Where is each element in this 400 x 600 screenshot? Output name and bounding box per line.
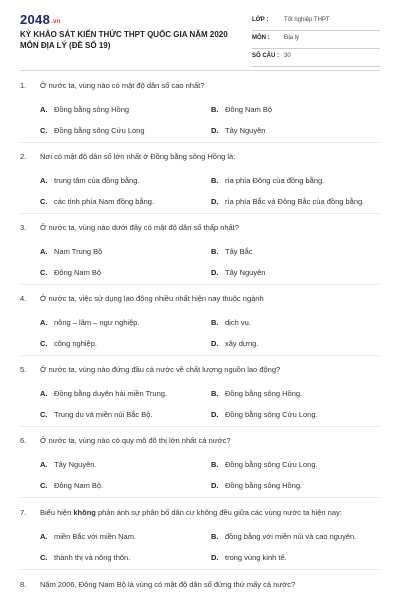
meta-label-subject: MÔN : (252, 35, 270, 41)
option-letter: A. (40, 105, 48, 114)
option-letter: C. (40, 339, 48, 348)
question-6 (20, 436, 380, 490)
meta-row-subject (252, 32, 380, 49)
question-2-option-c[interactable] (40, 197, 154, 206)
option-text: Tây Nguyên (225, 126, 266, 135)
question-7-stem (20, 508, 380, 520)
question-8-stem (20, 580, 380, 592)
question-divider (20, 142, 380, 143)
logo-main: 2048 (20, 12, 51, 27)
meta-row-class (252, 14, 380, 31)
option-letter: A. (40, 318, 48, 327)
question-divider (20, 497, 380, 498)
question-6-option-a[interactable] (40, 460, 97, 469)
question-4-option-a[interactable] (40, 318, 140, 327)
option-text: các tỉnh phía Nam đồng bằng. (54, 197, 155, 206)
option-letter: C. (40, 410, 48, 419)
option-letter: B. (211, 389, 219, 398)
meta-value-subject: Địa lý (284, 35, 300, 41)
question-4-option-b[interactable] (211, 318, 251, 327)
question-6-option-c[interactable] (40, 481, 103, 490)
question-2-option-d[interactable] (211, 197, 364, 206)
option-letter: D. (211, 481, 219, 490)
question-number: 6. (20, 436, 27, 445)
option-text: trung tâm của đồng bằng. (54, 176, 140, 185)
question-text: Ở nước ta, vùng nào dưới đây có mật độ dân số thấp nhất? (40, 223, 239, 232)
site-logo[interactable] (20, 12, 61, 27)
option-text: nông – lâm – ngư nghiệp. (54, 318, 140, 327)
question-6-option-d[interactable] (211, 481, 302, 490)
question-1 (20, 81, 380, 135)
question-4-option-c[interactable] (40, 339, 97, 348)
option-text: Tây Nguyên (225, 268, 266, 277)
option-text: dịch vụ. (225, 318, 251, 327)
option-letter: D. (211, 197, 219, 206)
option-text: Đông Nam Bộ (54, 268, 102, 277)
exam-title (20, 29, 240, 51)
question-number: 4. (20, 294, 27, 303)
question-1-stem (20, 81, 380, 93)
question-text-before: Biểu hiện (40, 508, 74, 517)
option-letter: C. (40, 553, 48, 562)
option-text: Trung du và miền núi Bắc Bộ. (54, 410, 153, 419)
question-number: 5. (20, 365, 27, 374)
question-3-option-b[interactable] (211, 247, 253, 256)
question-6-stem (20, 436, 380, 448)
question-divider (20, 213, 380, 214)
question-5-option-a[interactable] (40, 389, 167, 398)
option-text: Nam Trung Bộ (54, 247, 103, 256)
question-7-option-a[interactable] (40, 532, 136, 541)
option-letter: A. (40, 247, 48, 256)
question-8 (20, 580, 380, 592)
question-divider (20, 426, 380, 427)
question-number: 1. (20, 81, 27, 90)
question-divider (20, 284, 380, 285)
option-letter: A. (40, 460, 48, 469)
exam-meta (252, 14, 380, 68)
option-text: miền Bắc với miền Nam. (54, 532, 137, 541)
option-text: đồng bằng với miền núi và cao nguyên. (225, 532, 357, 541)
question-2-stem (20, 152, 380, 164)
question-text: Ở nước ta, vùng nào có quy mô đô thị lớn nhất cả nước? (40, 436, 231, 445)
option-letter: B. (211, 460, 219, 469)
option-letter: B. (211, 176, 219, 185)
option-text: Đồng bằng sông Cửu Long (54, 126, 145, 135)
option-letter: A. (40, 389, 48, 398)
meta-label-count: SỐ CÂU : (252, 53, 279, 59)
question-2 (20, 152, 380, 206)
question-5-option-c[interactable] (40, 410, 153, 419)
option-text: xây dựng. (225, 339, 259, 348)
option-letter: B. (211, 318, 219, 327)
option-text: Đồng bằng duyên hải miền Trung. (54, 389, 167, 398)
logo-suffix: .vn (51, 19, 61, 25)
question-5-stem (20, 365, 380, 377)
question-number: 3. (20, 223, 27, 232)
question-5 (20, 365, 380, 419)
question-divider (20, 569, 380, 570)
option-text: Đồng bằng sông Cửu Long. (225, 460, 318, 469)
option-text: Tây Nguyên. (54, 460, 97, 469)
question-text: Ở nước ta, vùng nào đứng đầu cả nước về chất lượng nguồn lao động? (40, 365, 281, 374)
question-5-option-b[interactable] (211, 389, 302, 398)
header-divider (20, 70, 380, 71)
option-text: Đồng bằng sông Cửu Long. (225, 410, 318, 419)
question-text: Năm 2006, Đông Nam Bộ là vùng có mật độ dân số đứng thứ mấy cả nước? (40, 580, 296, 589)
question-3-option-c[interactable] (40, 268, 101, 277)
option-text: Đông Nam Bộ. (54, 481, 104, 490)
question-6-option-b[interactable] (211, 460, 318, 469)
meta-label-class: LỚP : (252, 17, 269, 23)
question-number: 8. (20, 580, 27, 589)
question-text (40, 508, 342, 517)
question-4-stem (20, 294, 380, 306)
option-letter: D. (211, 126, 219, 135)
question-divider (20, 355, 380, 356)
exam-title-line1: KỲ KHẢO SÁT KIẾN THỨC THPT QUỐC GIA NĂM 2020 (20, 30, 228, 39)
option-text: Đồng bằng sông Hồng (54, 105, 130, 114)
option-letter: B. (211, 247, 219, 256)
question-7-option-b[interactable] (211, 532, 356, 541)
question-3-option-d[interactable] (211, 268, 265, 277)
question-1-option-c[interactable] (40, 126, 145, 135)
question-1-option-a[interactable] (40, 105, 129, 114)
question-4 (20, 294, 380, 348)
question-7 (20, 508, 380, 562)
question-4-option-d[interactable] (211, 339, 258, 348)
question-5-option-d[interactable] (211, 410, 318, 419)
question-text-after: phản ánh sự phân bố dân cư không đều giữa các vùng nước ta hiện nay: (95, 508, 342, 517)
option-letter: D. (211, 339, 219, 348)
option-letter: A. (40, 176, 48, 185)
meta-row-count (252, 50, 380, 67)
question-7-option-c[interactable] (40, 553, 130, 562)
question-1-option-b[interactable] (211, 105, 272, 114)
option-letter: D. (211, 410, 219, 419)
option-text: thành thị và nông thôn. (54, 553, 131, 562)
option-letter: C. (40, 268, 48, 277)
option-text: Tây Bắc (225, 247, 253, 256)
option-letter: A. (40, 532, 48, 541)
meta-value-class: Tốt nghiệp THPT (284, 17, 330, 23)
option-text: Đông Nam Bộ (225, 105, 273, 114)
question-3 (20, 223, 380, 277)
exam-title-line2: MÔN ĐỊA LÝ (ĐỀ SỐ 19) (20, 41, 111, 50)
question-2-option-a[interactable] (40, 176, 139, 185)
question-1-option-d[interactable] (211, 126, 265, 135)
question-7-option-d[interactable] (211, 553, 287, 562)
meta-value-count: 30 (284, 53, 291, 59)
question-text: Ở nước ta, việc sử dụng lao động nhiều nhất hiện nay thuộc ngành (40, 294, 264, 303)
option-letter: D. (211, 268, 219, 277)
option-text: rìa phía Bắc và Đông Bắc của đồng bằng. (225, 197, 365, 206)
question-text-emphasis: không (73, 508, 96, 517)
question-3-stem (20, 223, 380, 235)
option-letter: C. (40, 126, 48, 135)
question-text: Ở nước ta, vùng nào có mật độ dân số cao nhất? (40, 81, 205, 90)
question-2-option-b[interactable] (211, 176, 324, 185)
option-letter: C. (40, 197, 48, 206)
option-letter: D. (211, 553, 219, 562)
question-number: 2. (20, 152, 27, 161)
option-text: rìa phía Đông của đồng bằng. (225, 176, 325, 185)
option-text: Đồng bằng sông Hồng. (225, 481, 303, 490)
exam-header (0, 0, 400, 66)
option-letter: B. (211, 105, 219, 114)
option-letter: B. (211, 532, 219, 541)
question-3-option-a[interactable] (40, 247, 102, 256)
option-text: công nghiệp. (54, 339, 97, 348)
question-number: 7. (20, 508, 27, 517)
question-text: Nơi có mật độ dân số lớn nhất ở Đồng bằng sông Hồng là: (40, 152, 236, 161)
option-letter: C. (40, 481, 48, 490)
option-text: Đồng bằng sông Hồng. (225, 389, 303, 398)
option-text: trong vùng kinh tế. (225, 553, 287, 562)
